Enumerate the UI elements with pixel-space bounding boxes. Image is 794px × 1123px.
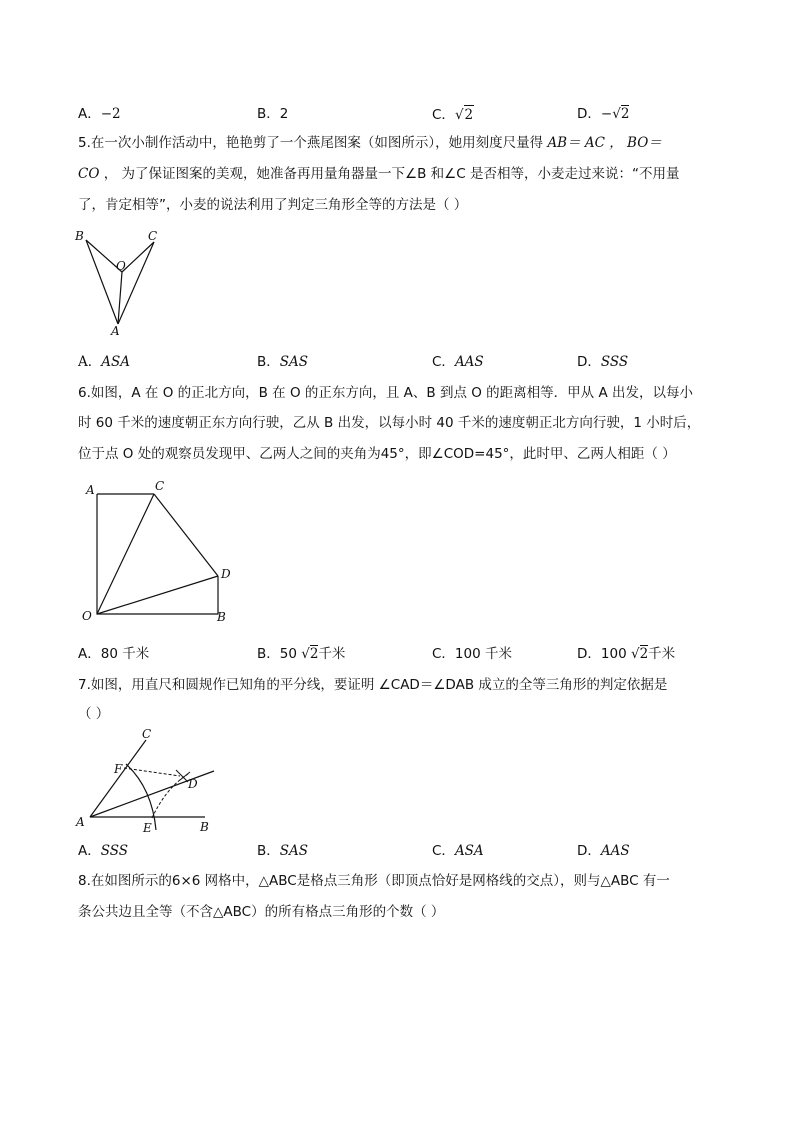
q5-label-c: C bbox=[148, 229, 158, 243]
q5-option-d: D．SSS bbox=[577, 354, 629, 370]
q6-option-b: B．50 √2千米 bbox=[257, 646, 346, 662]
q7-line-2: （ ） bbox=[78, 706, 110, 722]
q7-label-e: E bbox=[143, 821, 152, 835]
q4-option-b: B．2 bbox=[257, 106, 289, 122]
q8-line-2: 条公共边且全等（不含△ABC）的所有格点三角形的个数（ ） bbox=[78, 904, 445, 920]
q5-option-c: C．AAS bbox=[432, 354, 484, 370]
q6-label-d: D bbox=[221, 567, 231, 581]
q6-line-2: 时 60 千米的速度朝正东方向行驶，乙从 B 出发，以每小时 40 千米的速度朝正北方向行驶，1 小时后， bbox=[78, 415, 701, 431]
q7-label-b: B bbox=[200, 820, 209, 834]
q7-option-a: A．SSS bbox=[78, 843, 129, 859]
q5-label-b: B bbox=[75, 229, 84, 243]
q6-option-d: D．100 √2千米 bbox=[577, 646, 676, 662]
q7-label-c: C bbox=[142, 727, 152, 741]
q4-option-d: D．−√2 bbox=[577, 106, 630, 122]
q5-label-o: O bbox=[116, 259, 126, 273]
q5-option-a: A．ASA bbox=[78, 354, 130, 370]
q5-label-a: A bbox=[111, 324, 120, 338]
q6-label-a: A bbox=[86, 483, 95, 497]
q7-option-d: D．AAS bbox=[577, 843, 630, 859]
q5-line-2: CO ， 为了保证图案的美观，她准备再用量角器量一下∠B 和∠C 是否相等，小麦走过来说：“不用量 bbox=[78, 166, 680, 182]
q6-option-c: C．100 千米 bbox=[432, 646, 512, 662]
q6-label-c: C bbox=[155, 479, 165, 493]
q7-option-c: C．ASA bbox=[432, 843, 484, 859]
q6-line-3: 位于点 O 处的观察员发现甲、乙两人之间的夹角为45°，即∠COD=45°，此时甲、乙两人相距（ ） bbox=[78, 446, 676, 462]
q8-line-1: 8.在如图所示的6×6 网格中，△ABC是格点三角形（即顶点恰好是网格线的交点），则与△ABC 有一 bbox=[78, 873, 670, 889]
q5-figure bbox=[70, 228, 180, 340]
q7-label-d: D bbox=[188, 777, 198, 791]
q4-option-a: A．−2 bbox=[78, 106, 121, 122]
q4-option-c: C．√2 bbox=[432, 107, 474, 123]
q7-label-f: F bbox=[114, 762, 123, 776]
q7-line-1: 7.如图，用直尺和圆规作已知角的平分线，要证明 ∠CAD＝∠DAB 成立的全等三角形的判定依据是 bbox=[78, 677, 668, 693]
q7-label-a: A bbox=[76, 815, 85, 829]
q7-option-b: B．SAS bbox=[257, 843, 309, 859]
q7-figure bbox=[72, 726, 222, 838]
q6-line-1: 6.如图，A 在 O 的正北方向，B 在 O 的正东方向，且 A、B 到点 O 的距离相等．甲从 A 出发，以每小 bbox=[78, 385, 693, 401]
q6-figure bbox=[78, 478, 238, 628]
q6-label-o: O bbox=[82, 609, 92, 623]
q5-option-b: B．SAS bbox=[257, 354, 309, 370]
q5-line-1: 5.在一次小制作活动中，艳艳剪了一个燕尾图案（如图所示），她用刻度尺量得 AB＝ AC ， BO＝ bbox=[78, 135, 662, 151]
q5-line-3: 了，肯定相等”，小麦的说法利用了判定三角形全等的方法是（ ） bbox=[78, 197, 468, 213]
q6-option-a: A．80 千米 bbox=[78, 646, 150, 662]
q6-label-b: B bbox=[217, 610, 226, 624]
